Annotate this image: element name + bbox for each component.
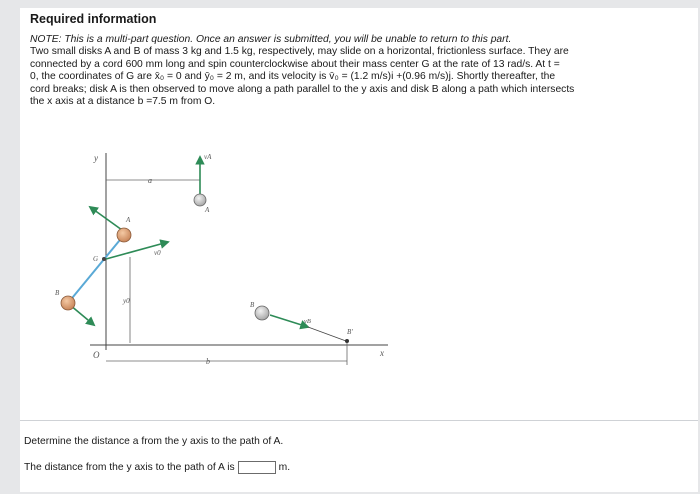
dimension-b-label: b [206, 357, 210, 366]
problem-line: cord breaks; disk A is then observed to move along a path parallel to the y axis and disk B along a path which intersects [30, 83, 575, 95]
disk-b-label: B [55, 289, 60, 297]
velocity-b-label: vB [304, 318, 311, 325]
problem-line: connected by a cord 600 mm long and spin counterclockwise about their mass center G at the rate of 13 rad/s. At t = [30, 58, 560, 70]
answer-unit: m. [278, 462, 291, 473]
disk-a [117, 228, 131, 242]
problem-line: 0, the coordinates of G are x̄₀ = 0 and ȳ₀ = 2 m, and its velocity is v̄₀ = (1.2 m/s)i +(0.96 m/s)j. Shortly thereafter, the [30, 71, 556, 83]
problem-statement [30, 34, 685, 108]
y0-label: y0 [123, 297, 130, 305]
disk-a-final [194, 194, 206, 206]
origin-label: O [93, 350, 100, 360]
answer-row [24, 461, 290, 474]
question-prompt: Determine the distance a from the y axis to the path of A. [24, 436, 284, 447]
problem-line: the x axis at a distance b =7.5 m from O. [30, 96, 216, 108]
velocity-arrow-b-final [270, 315, 308, 327]
problem-figure [50, 145, 395, 375]
disk-a-final-label: A [205, 206, 210, 214]
note-line: NOTE: This is a multi-part question. Once an answer is submitted, you will be unable to return to this part. [30, 34, 512, 45]
disk-b-final [255, 306, 269, 320]
y-axis-label: y [94, 153, 98, 163]
x-axis-label: x [380, 348, 384, 358]
dimension-a-label: a [148, 176, 152, 185]
intersection-b-prime [345, 339, 349, 343]
problem-line: Two small disks A and B of mass 3 kg and 1.5 kg, respectively, may slide on a horizontal, frictionless surface. They are [30, 46, 569, 58]
disk-a-label: A [126, 216, 131, 224]
mass-center-label: G [93, 255, 99, 263]
answer-input[interactable] [238, 461, 276, 474]
cord [68, 235, 124, 303]
velocity-arrow-b-initial [70, 305, 94, 325]
velocity-a-label: vA [204, 153, 212, 161]
answer-label: The distance from the y axis to the path of A is [24, 462, 235, 473]
disk-b [61, 296, 75, 310]
mass-center-g [102, 257, 106, 261]
disk-b-final-label: B [250, 301, 255, 309]
velocity-g-label: v0 [154, 249, 161, 257]
path-of-b [308, 327, 346, 341]
b-prime-label: B' [347, 328, 353, 336]
divider [20, 420, 698, 421]
section-title: Required information [30, 12, 157, 26]
